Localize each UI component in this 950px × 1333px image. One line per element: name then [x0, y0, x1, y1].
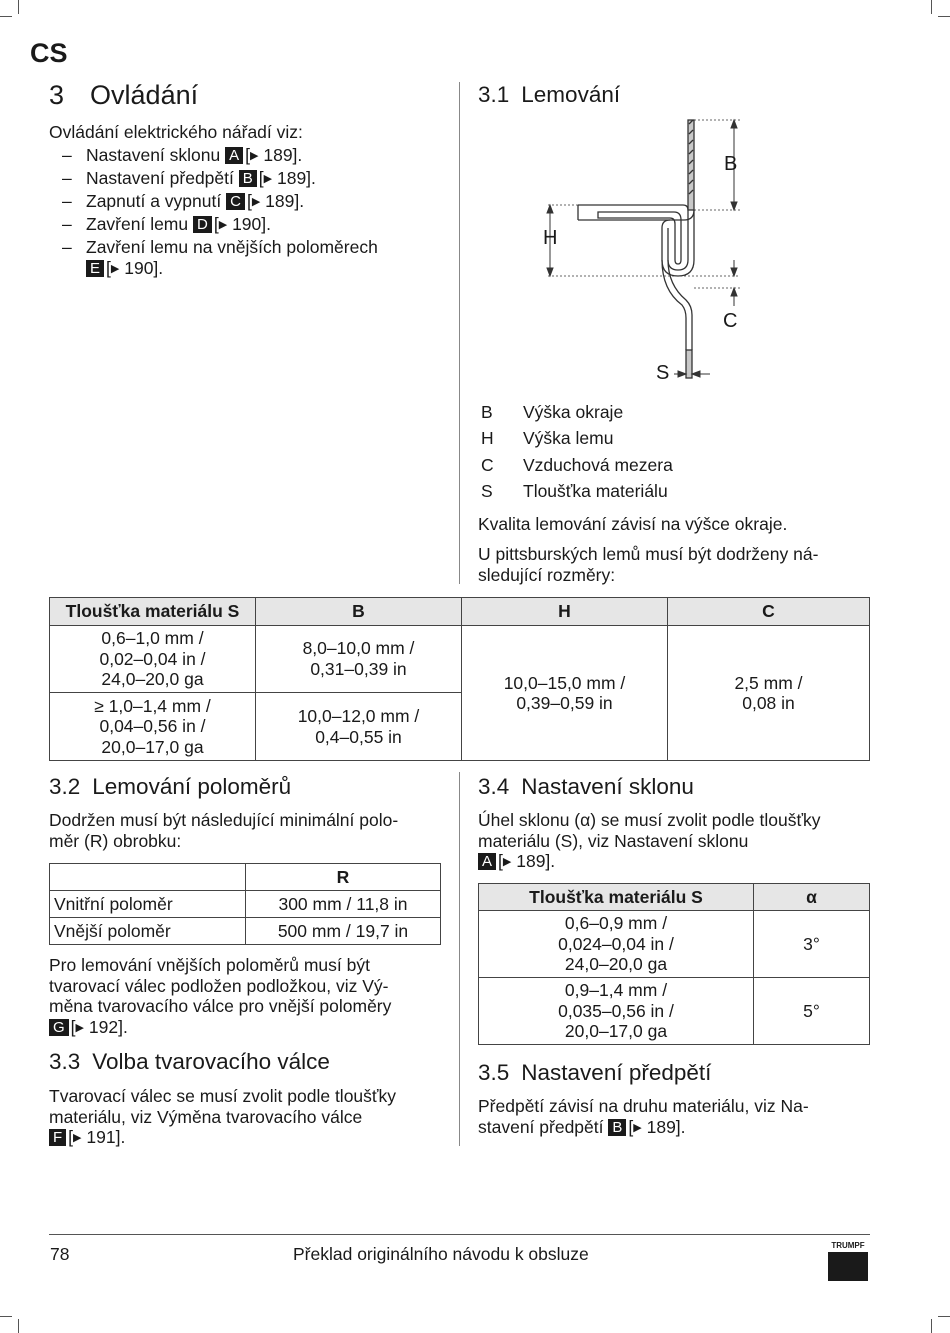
pittsburgh-note: U pittsburských lemů musí být dodrženy ná- sledující rozměry: [478, 544, 819, 585]
table-cell: Vnější poloměr [50, 918, 246, 945]
table-cell: 0,9–1,4 mm / 0,035–0,56 in / 20,0–17,0 ga [479, 978, 754, 1045]
figure-badge[interactable]: A [478, 853, 496, 870]
diagram-label-b: B [724, 153, 738, 175]
figure-badge[interactable]: B [239, 170, 257, 187]
table-header: Tloušťka materiálu S [479, 884, 754, 911]
diagram-legend: B Výška okraje H Výška lemu C Vzduchová mezera S Tloušťka materiálu [481, 402, 673, 501]
diagram-label-h: H [543, 227, 558, 249]
table-cell: 10,0–12,0 mm / 0,4–0,55 in [256, 693, 462, 761]
table-cell: 0,6–1,0 mm / 0,02–0,04 in / 24,0–20,0 ga [50, 626, 256, 693]
page-ref-icon: ▶ [110, 262, 120, 275]
section-3-2-heading: 3.2 Lemování poloměrů [49, 774, 292, 799]
page-ref-icon: ▶ [263, 173, 273, 185]
list-item: – Zavření lemu D [▶ 190]. [50, 214, 450, 237]
figure-badge[interactable]: D [193, 216, 212, 233]
table-cell: 2,5 mm / 0,08 in [668, 626, 870, 761]
table-cell: 5° [754, 978, 870, 1045]
diagram-label-s: S [656, 362, 670, 384]
section-3-heading: 3 Ovládání [49, 80, 199, 110]
page-ref-icon: ▶ [73, 1132, 82, 1144]
table-header: Tloušťka materiálu S [50, 598, 256, 626]
diagram-label-c: C [723, 310, 738, 332]
figure-badge[interactable]: E [86, 260, 104, 277]
table-cell: 500 mm / 19,7 in [246, 918, 441, 945]
page-ref-icon: ▶ [218, 219, 228, 231]
table-cell: 0,6–0,9 mm / 0,024–0,04 in / 24,0–20,0 ga [479, 911, 754, 978]
section-3-3-heading: 3.3 Volba tvarovacího válce [49, 1049, 330, 1074]
quality-note: Kvalita lemování závisí na výšce okraje. [478, 514, 788, 534]
seam-dimensions-table [49, 597, 870, 761]
table-header: R [246, 864, 441, 891]
outer-radius-note: Pro lemování vnějších poloměrů musí být tvarovací válec podložen podložkou, viz Vý- měna tvarovacího válce pro vnější poloměry G [▶ 192]. [49, 955, 392, 1037]
figure-badge[interactable]: C [226, 193, 245, 210]
table-header: α [754, 884, 870, 911]
page-ref-icon: ▶ [502, 856, 512, 868]
column-divider [459, 82, 460, 584]
seam-diagram [478, 110, 778, 390]
section-3-1-heading: 3.1 Lemování [478, 82, 621, 107]
page-ref-icon: ▶ [251, 196, 261, 208]
table-cell: 300 mm / 11,8 in [246, 891, 441, 918]
list-item: – Nastavení sklonu A [▶ 189]. [50, 145, 450, 168]
table-cell: ≥ 1,0–1,4 mm / 0,04–0,56 in / 20,0–17,0 ga [50, 693, 256, 761]
list-item: – Zavření lemu na vnějších poloměrech E [▶ 190]. [50, 237, 450, 279]
column-divider [459, 772, 460, 1146]
section-3-5-text: Předpětí závisí na druhu materiálu, viz Na- stavení předpětí B [▶ 189]. [478, 1096, 809, 1137]
section-3-intro: Ovládání elektrického nářadí viz: [49, 122, 303, 142]
table-header: C [668, 598, 870, 626]
page-number: 78 [50, 1244, 70, 1264]
section-3-4-heading: 3.4 Nastavení sklonu [478, 774, 694, 799]
section-3-2-text: Dodržen musí být následující minimální polo- měr (R) obrobku: [49, 810, 399, 851]
section-3-3-text: Tvarovací válec se musí zvolit podle tloušťky materiálu, viz Výměna tvarovacího válce F [▶ 191]. [49, 1086, 396, 1147]
figure-badge[interactable]: B [608, 1119, 626, 1136]
figure-badge[interactable]: A [225, 147, 243, 164]
language-code: CS [30, 38, 68, 68]
table-cell: 8,0–10,0 mm / 0,31–0,39 in [256, 626, 462, 693]
operation-list [50, 145, 450, 279]
footer-rule [49, 1234, 870, 1235]
table-cell: Vnitřní poloměr [50, 891, 246, 918]
table-header: H [462, 598, 668, 626]
footer-title: Překlad originálního návodu k obsluze [293, 1244, 589, 1264]
figure-badge[interactable]: G [49, 1019, 69, 1036]
angle-table [478, 883, 870, 1045]
table-cell: 3° [754, 911, 870, 978]
figure-badge[interactable]: F [49, 1129, 66, 1146]
brand-logo: TRUMPF [828, 1241, 868, 1281]
table-header: B [256, 598, 462, 626]
page-ref-icon: ▶ [250, 150, 259, 162]
radius-table [49, 863, 441, 945]
list-item: – Zapnutí a vypnutí C [▶ 189]. [50, 191, 450, 214]
page-ref-icon: ▶ [75, 1021, 85, 1034]
section-3-4-text: Úhel sklonu (α) se musí zvolit podle tloušťky materiálu (S), viz Nastavení sklonu A [▶ 189]. [478, 810, 821, 871]
page-ref-icon: ▶ [633, 1121, 642, 1134]
section-3-5-heading: 3.5 Nastavení předpětí [478, 1060, 712, 1085]
table-cell: 10,0–15,0 mm / 0,39–0,59 in [462, 626, 668, 761]
list-item: – Nastavení předpětí B [▶ 189]. [50, 168, 450, 191]
